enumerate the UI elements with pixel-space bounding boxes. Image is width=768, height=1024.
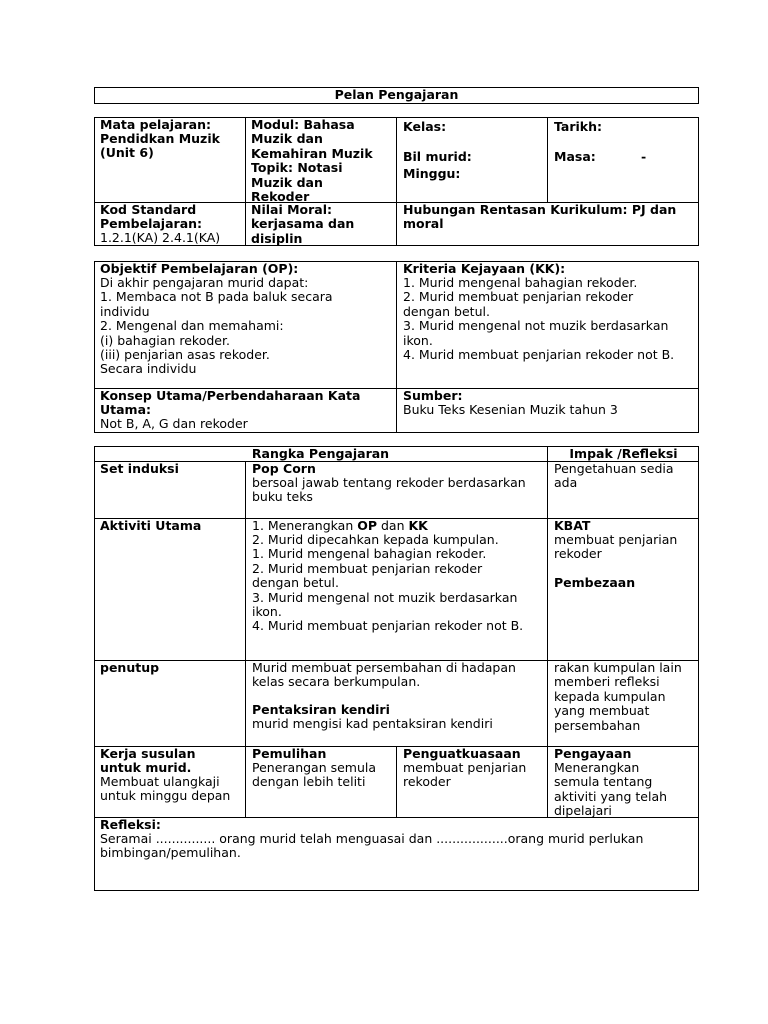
framework-header: Rangka Pengajaran — [251, 446, 390, 461]
remedial-title: Pemulihan — [252, 746, 327, 761]
source-body: Buku Teks Kesenian Muzik tahun 3 — [403, 402, 618, 417]
op-title: Objektif Pembelajaran (OP): — [100, 261, 299, 276]
main-impact-body: membuat penjarian rekoder — [554, 532, 678, 562]
objectives-col-divider — [396, 261, 397, 433]
reflection-body: Seramai ............... orang murid telah menguasai dan ..................orang murid perlukan bimbingan/pemulihan. — [100, 831, 644, 861]
main-activity-pre: 1. Menerangkan — [252, 518, 358, 533]
set-induction-label: Set induksi — [100, 461, 179, 476]
followup-label: Kerja susulan untuk murid. — [100, 746, 196, 776]
self-assessment-body: murid mengisi kad pentaksiran kendiri — [252, 716, 493, 731]
remedial-body: Penerangan semula dengan lebih teliti — [252, 760, 377, 790]
main-activity-op: OP — [357, 518, 378, 533]
week-label: Minggu: — [403, 166, 461, 181]
closing-impact: rakan kumpulan lain memberi refleksi kepada kumpulan yang membuat persembahan — [554, 660, 682, 733]
differentiation-label: Pembezaan — [554, 575, 636, 590]
header-col3-divider — [547, 117, 548, 203]
reinforcement-title: Penguatkuasaan — [403, 746, 521, 761]
time-value: - — [641, 149, 647, 164]
main-activity-label: Aktiviti Utama — [100, 518, 202, 533]
reflection-title: Refleksi: — [100, 817, 161, 832]
set-induction-title: Pop Corn — [252, 461, 316, 476]
self-assessment-title: Pentaksiran kendiri — [252, 702, 390, 717]
op-body: Di akhir pengajaran murid dapat: 1. Membaca not B pada baluk secara individu 2. Mengenal dan memahami: (i) bahagian rekoder. (iii) penjarian asas rekoder. Secara individu — [100, 275, 333, 377]
enrichment-title: Pengayaan — [554, 746, 632, 761]
kk-title: Kriteria Kejayaan (KK): — [403, 261, 566, 276]
subject-value: Pendidkan Muzik (Unit 6) — [100, 131, 220, 161]
main-activity-kk: KK — [408, 518, 428, 533]
cross-curricular: Hubungan Rentasan Kurikulum: PJ dan moral — [403, 202, 677, 232]
closing-body: Murid membuat persembahan di hadapan kelas secara berkumpulan. — [252, 660, 516, 690]
module-topic: Modul: Bahasa Muzik dan Kemahiran Muzik Topik: Notasi Muzik dan Rekoder — [251, 117, 373, 205]
page-title: Pelan Pengajaran — [334, 87, 459, 102]
standard-label: Kod Standard Pembelajaran: — [100, 202, 203, 232]
plan-col3-divider — [547, 446, 548, 818]
time-label: Masa: — [554, 149, 596, 164]
main-activity-dan: dan — [377, 518, 409, 533]
moral-values: Nilai Moral: kerjasama dan disiplin — [251, 202, 355, 246]
students-label: Bil murid: — [403, 149, 472, 164]
kk-body: 1. Murid mengenal bahagian rekoder. 2. Murid membuat penjarian rekoder dengan betul. 3. Murid mengenal not muzik berdasarkan ikon. 4. Murid membuat penjarian rekoder not B. — [403, 275, 675, 363]
followup-body: Membuat ulangkaji untuk minggu depan — [100, 774, 231, 804]
impact-header: Impak /Refleksi — [569, 446, 678, 461]
source-title: Sumber: — [403, 388, 463, 403]
reinforcement-body: membuat penjarian rekoder — [403, 760, 527, 790]
class-label: Kelas: — [403, 119, 447, 134]
concept-title: Konsep Utama/Perbendaharaan Kata Utama: — [100, 388, 361, 418]
header-col1-divider — [245, 117, 246, 246]
standard-value: 1.2.1(KA) 2.4.1(KA) — [100, 230, 221, 245]
set-induction-impact: Pengetahuan sedia ada — [554, 461, 674, 491]
subject-label: Mata pelajaran: — [100, 117, 211, 132]
enrichment-body: Menerangkan semula tentang aktiviti yang telah dipelajari — [554, 760, 668, 819]
main-impact-title: KBAT — [554, 518, 591, 533]
set-induction-body: bersoal jawab tentang rekoder berdasarkan buku teks — [252, 475, 526, 505]
closing-label: penutup — [100, 660, 160, 675]
plan-col2-divider — [396, 746, 397, 818]
concept-body: Not B, A, G dan rekoder — [100, 416, 248, 431]
main-activity-body: 2. Murid dipecahkan kepada kumpulan. 1. Murid mengenal bahagian rekoder. 2. Murid membuat penjarian rekoder dengan betul. 3. Murid mengenal not muzik berdasarkan ikon. 4. Murid membuat penjarian rekoder not B. — [252, 532, 524, 634]
header-col2-divider — [396, 117, 397, 246]
plan-col1-divider — [245, 461, 246, 818]
date-label: Tarikh: — [554, 119, 603, 134]
